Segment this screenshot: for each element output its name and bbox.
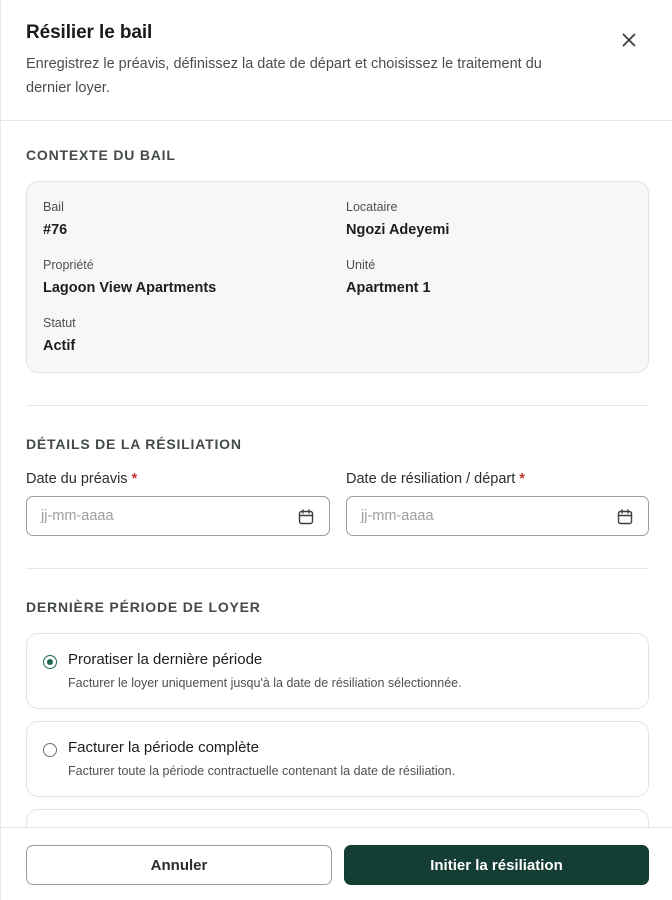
tenant-value: Ngozi Adeyemi <box>346 222 450 238</box>
option-full-period[interactable] <box>26 721 649 797</box>
section-divider <box>26 405 649 406</box>
required-mark: * <box>519 471 525 487</box>
dialog-subtitle: Enregistrez le préavis, définissez la date de départ et choisissez le traitement du dernier loyer. <box>26 56 542 96</box>
lease-value: #76 <box>43 222 68 238</box>
option-full-period-description: Facturer toute la période contractuelle contenant la date de résiliation. <box>68 764 456 778</box>
property-value: Lagoon View Apartments <box>43 280 217 296</box>
tenant-label: Locataire <box>346 200 398 214</box>
dialog-title: Résilier le bail <box>26 22 153 43</box>
radio-full-period[interactable] <box>43 743 57 757</box>
end-date-input[interactable] <box>346 496 649 536</box>
calendar-icon[interactable] <box>297 508 315 526</box>
notice-date-input[interactable] <box>26 496 330 536</box>
calendar-icon[interactable] <box>616 508 634 526</box>
lease-context-card <box>26 181 649 373</box>
property-label: Propriété <box>43 258 94 272</box>
unit-label: Unité <box>346 258 376 272</box>
dialog-footer <box>1 827 672 900</box>
end-date-label <box>346 471 525 487</box>
termination-details-title: DÉTAILS DE LA RÉSILIATION <box>26 436 242 452</box>
option-full-period-title: Facturer la période complète <box>68 739 259 756</box>
unit-value: Apartment 1 <box>346 280 431 296</box>
option-prorate-title: Proratiser la dernière période <box>68 651 263 668</box>
close-button[interactable] <box>615 26 643 54</box>
last-rent-period-title: DERNIÈRE PÉRIODE DE LOYER <box>26 599 261 615</box>
lease-label: Bail <box>43 200 64 214</box>
section-divider <box>26 568 649 569</box>
cancel-button[interactable]: Annuler <box>26 845 332 885</box>
initiate-termination-button[interactable]: Initier la résiliation <box>344 845 649 885</box>
dialog-header <box>1 0 672 121</box>
status-label: Statut <box>43 316 76 330</box>
required-mark: * <box>131 471 138 487</box>
end-date-placeholder: jj-mm-aaaa <box>361 508 434 524</box>
end-date-label-text: Date de résiliation / départ <box>346 471 516 487</box>
status-value: Actif <box>43 338 76 354</box>
notice-date-label <box>26 471 137 487</box>
notice-date-label-text: Date du préavis <box>26 471 128 487</box>
option-prorate[interactable] <box>26 633 649 709</box>
lease-context-title: CONTEXTE DU BAIL <box>26 147 176 163</box>
close-icon <box>621 32 637 48</box>
option-prorate-description: Facturer le loyer uniquement jusqu'à la date de résiliation sélectionnée. <box>68 676 462 690</box>
notice-date-placeholder: jj-mm-aaaa <box>41 508 114 524</box>
radio-prorate[interactable] <box>43 655 57 669</box>
